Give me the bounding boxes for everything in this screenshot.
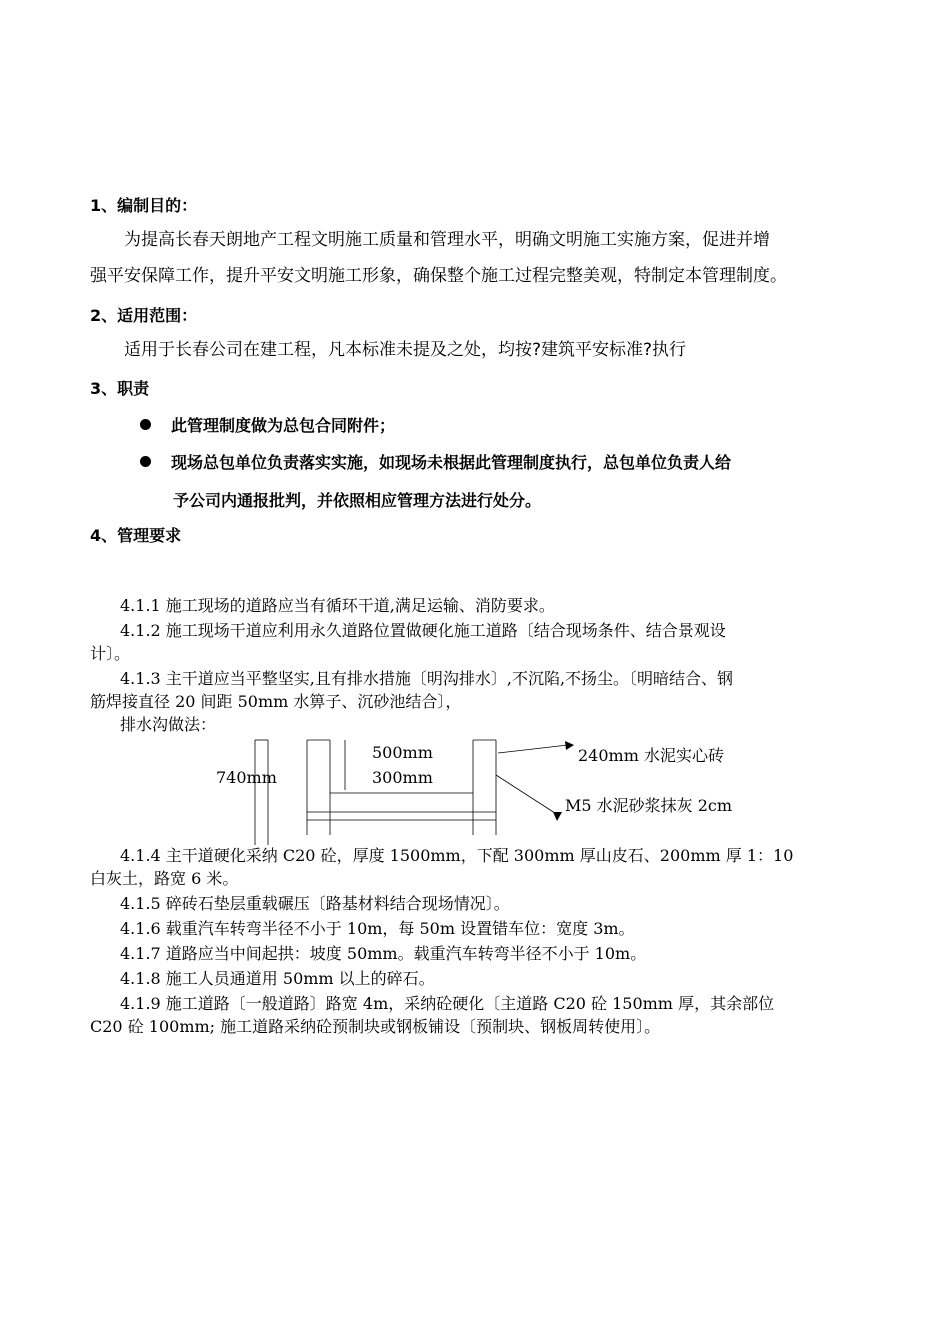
item-4-1-4 <box>90 844 865 890</box>
item-4-1-4-line-2: 白灰土，路宽 6 米。 <box>90 869 239 888</box>
arrow-head-icon <box>553 812 562 821</box>
item-4-1-6-text: 4.1.6 载重汽车转弯半径不小于 10m，每 50m 设置错车位：宽度 3m。 <box>120 919 635 938</box>
arrow-head-icon <box>565 741 574 750</box>
item-4-1-7-text: 4.1.7 道路应当中间起拱：坡度 50mm。载重汽车转弯半径不小于 10m。 <box>120 944 647 963</box>
section-1-heading: 1、编制目的： <box>90 196 198 215</box>
item-4-1-9-line-1: 4.1.9 施工道路〔一般道路〕路宽 4m，采纳砼硬化〔主道路 C20 砼 150mm 厚，其余部位 <box>120 994 775 1013</box>
dim-outer-width: 500mm <box>372 743 433 762</box>
item-4-1-9-line-2: C20 砼 100mm; 施工道路采纳砼预制块或钢板铺设〔预制块、钢板周转使用〕。 <box>90 1017 661 1036</box>
item-4-1-4-line-1: 4.1.4 主干道硬化采纳 C20 砼，厚度 1500mm，下配 300mm 厚山皮石、200mm 厚 1：10 <box>120 846 794 865</box>
item-4-1-1-text: 4.1.1 施工现场的道路应当有循环干道,满足运输、消防要求。 <box>120 596 555 615</box>
item-4-1-2-line-2: 计〕。 <box>90 644 131 663</box>
section-4-heading: 4、管理要求 <box>90 526 182 545</box>
bullet-2-text-line-2: 予公司内通报批判，并依照相应管理方法进行处分。 <box>173 491 542 510</box>
section-1-line-1: 为提高长春天朗地产工程文明施工质量和管理水平，明确文明施工实施方案，促进并增 <box>124 230 770 250</box>
drain-method-label: 排水沟做法： <box>120 715 217 734</box>
item-4-1-7 <box>90 942 865 965</box>
dim-inner-width: 300mm <box>372 768 433 787</box>
item-4-1-9 <box>90 992 865 1038</box>
callout-brick: 240mm 水泥实心砖 <box>578 746 724 765</box>
bullet-1-text: 此管理制度做为总包合同附件； <box>171 416 396 435</box>
callout-mortar: M5 水泥砂浆抹灰 2cm <box>565 796 733 815</box>
item-4-1-6 <box>90 917 865 940</box>
section-1-line-2: 强平安保障工作，提升平安文明施工形象，确保整个施工过程完整美观，特制定本管理制度。 <box>90 266 787 286</box>
section-2-heading: 2、适用范围： <box>90 306 198 325</box>
item-4-1-5 <box>90 892 865 915</box>
item-4-1-3-line-2: 筋焊接直径 20 间距 50mm 水箅子、沉砂池结合〕， <box>90 692 462 711</box>
item-4-1-5-text: 4.1.5 碎砖石垫层重载碾压〔路基材料结合现场情况〕。 <box>120 894 510 913</box>
item-4-1-2-line-1: 4.1.2 施工现场干道应利用永久道路位置做硬化施工道路〔结合现场条件、结合景观设 <box>120 621 726 640</box>
section-3-heading: 3、职责 <box>90 379 150 398</box>
section-2-line: 适用于长春公司在建工程，凡本标准未提及之处，均按?建筑平安标准?执行 <box>124 340 687 360</box>
dim-total-width: 740mm <box>216 768 277 787</box>
item-4-1-3-line-1: 4.1.3 主干道应当平整坚实,且有排水措施〔明沟排水〕,不沉陷,不扬尘。〔明暗结合、钢 <box>120 669 734 688</box>
item-4-1-8 <box>90 967 865 990</box>
bullet-2-text-line-1: 现场总包单位负责落实实施，如现场未根据此管理制度执行，总包单位负责人给 <box>171 453 732 472</box>
item-4-1-8-text: 4.1.8 施工人员通道用 50mm 以上的碎石。 <box>120 969 435 988</box>
